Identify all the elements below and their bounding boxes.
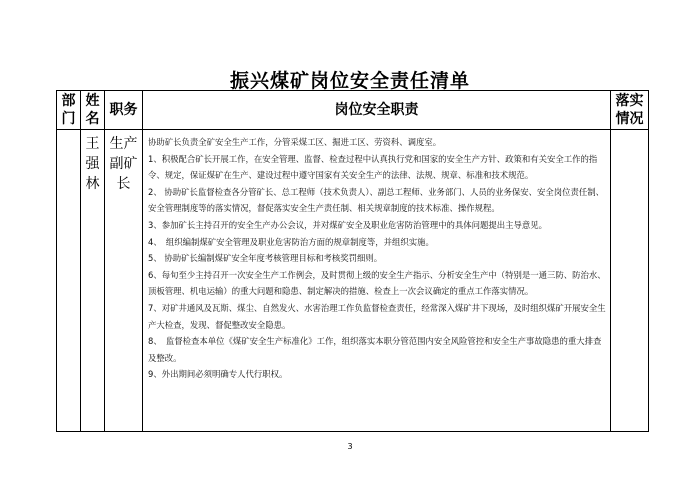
- duty-item: 4、 组织编制煤矿安全管理及职业危害防治方面的规章制度等，并组织实施。: [148, 236, 434, 247]
- cell-implementation: [611, 130, 649, 432]
- duty-item: 6、每旬至少主持召开一次安全生产工作例会，及时贯彻上级的安全生产指示、分析安全生产中（特别是一通三防、防治水、顶板管理、机电运输）的重大问题和隐患、制定解决的措施、检查上一次会议确定的重点工作落实情况。: [148, 269, 606, 297]
- duty-item: 1、积极配合矿长开展工作，在安全管理、监督、检查过程中认真执行党和国家的安全生产方针、政策和有关安全工作的指令、规定，保证煤矿在生产、建设过程中遵守国家有关安全生产的法律、法规、规章、标准和技术规范。: [148, 153, 598, 181]
- duty-item: 9、外出期间必须明确专人代行职权。: [148, 369, 288, 380]
- duty-list: [143, 130, 610, 383]
- page-number: 3: [347, 442, 353, 451]
- duty-item: 5、 协助矿长编制煤矿安全年度考核管理目标和考核奖罚细则。: [148, 253, 383, 264]
- duty-item: 3、参加矿长主持召开的安全生产办公会议，并对煤矿安全及职业危害防治管理中的具体问题提出主导意见。: [148, 219, 547, 230]
- header-name: [81, 91, 105, 130]
- header-implementation: [611, 91, 649, 130]
- table-row: [57, 130, 649, 432]
- person-position: 生产 副矿 长: [109, 136, 138, 192]
- header-duties: [143, 91, 611, 130]
- duty-item: 2、 协助矿长监督检查各分管矿长、总工程师（技术负责人）、副总工程师、业务部门、人员的业务保安、安全岗位责任制、安全管理制度等的落实情况，督促落实安全生产责任制、相关规章制度的技术标准、操作规程。: [148, 186, 605, 214]
- table-header-row: [57, 91, 649, 130]
- header-name-label: 姓 名: [85, 93, 100, 127]
- cell-position: [105, 130, 143, 432]
- header-implementation-label: 落实 情况: [615, 93, 644, 127]
- duty-item: 7、对矿井通风及瓦斯、煤尘、自然发火、水害治理工作负监督检查责任，经常深入煤矿井下现场，及时组织煤矿开展安全生产大检查，发现、督促整改安全隐患。: [148, 302, 606, 330]
- header-position-label: 职务: [109, 102, 138, 118]
- cell-duties: [143, 130, 611, 432]
- header-duties-label: 岗位安全职责: [334, 102, 419, 118]
- duty-item: 协助矿长负责全矿安全生产工作，分管采煤工区、掘进工区、劳资科、调度室。: [148, 137, 442, 147]
- header-position: [105, 91, 143, 130]
- duty-item: 8、 监督检查本单位《煤矿安全生产标准化》工作，组织落实本职分管范围内安全风险管控和安全生产事故隐患的重大排查及整改。: [148, 336, 602, 363]
- person-name: 王 强 林: [85, 136, 100, 192]
- page-title: 振兴煤矿岗位安全责任清单: [229, 70, 470, 92]
- responsibility-table: [56, 90, 649, 432]
- cell-department: [57, 130, 81, 432]
- header-department-label: 部 门: [61, 93, 76, 127]
- header-department: [57, 91, 81, 130]
- cell-name: [81, 130, 105, 432]
